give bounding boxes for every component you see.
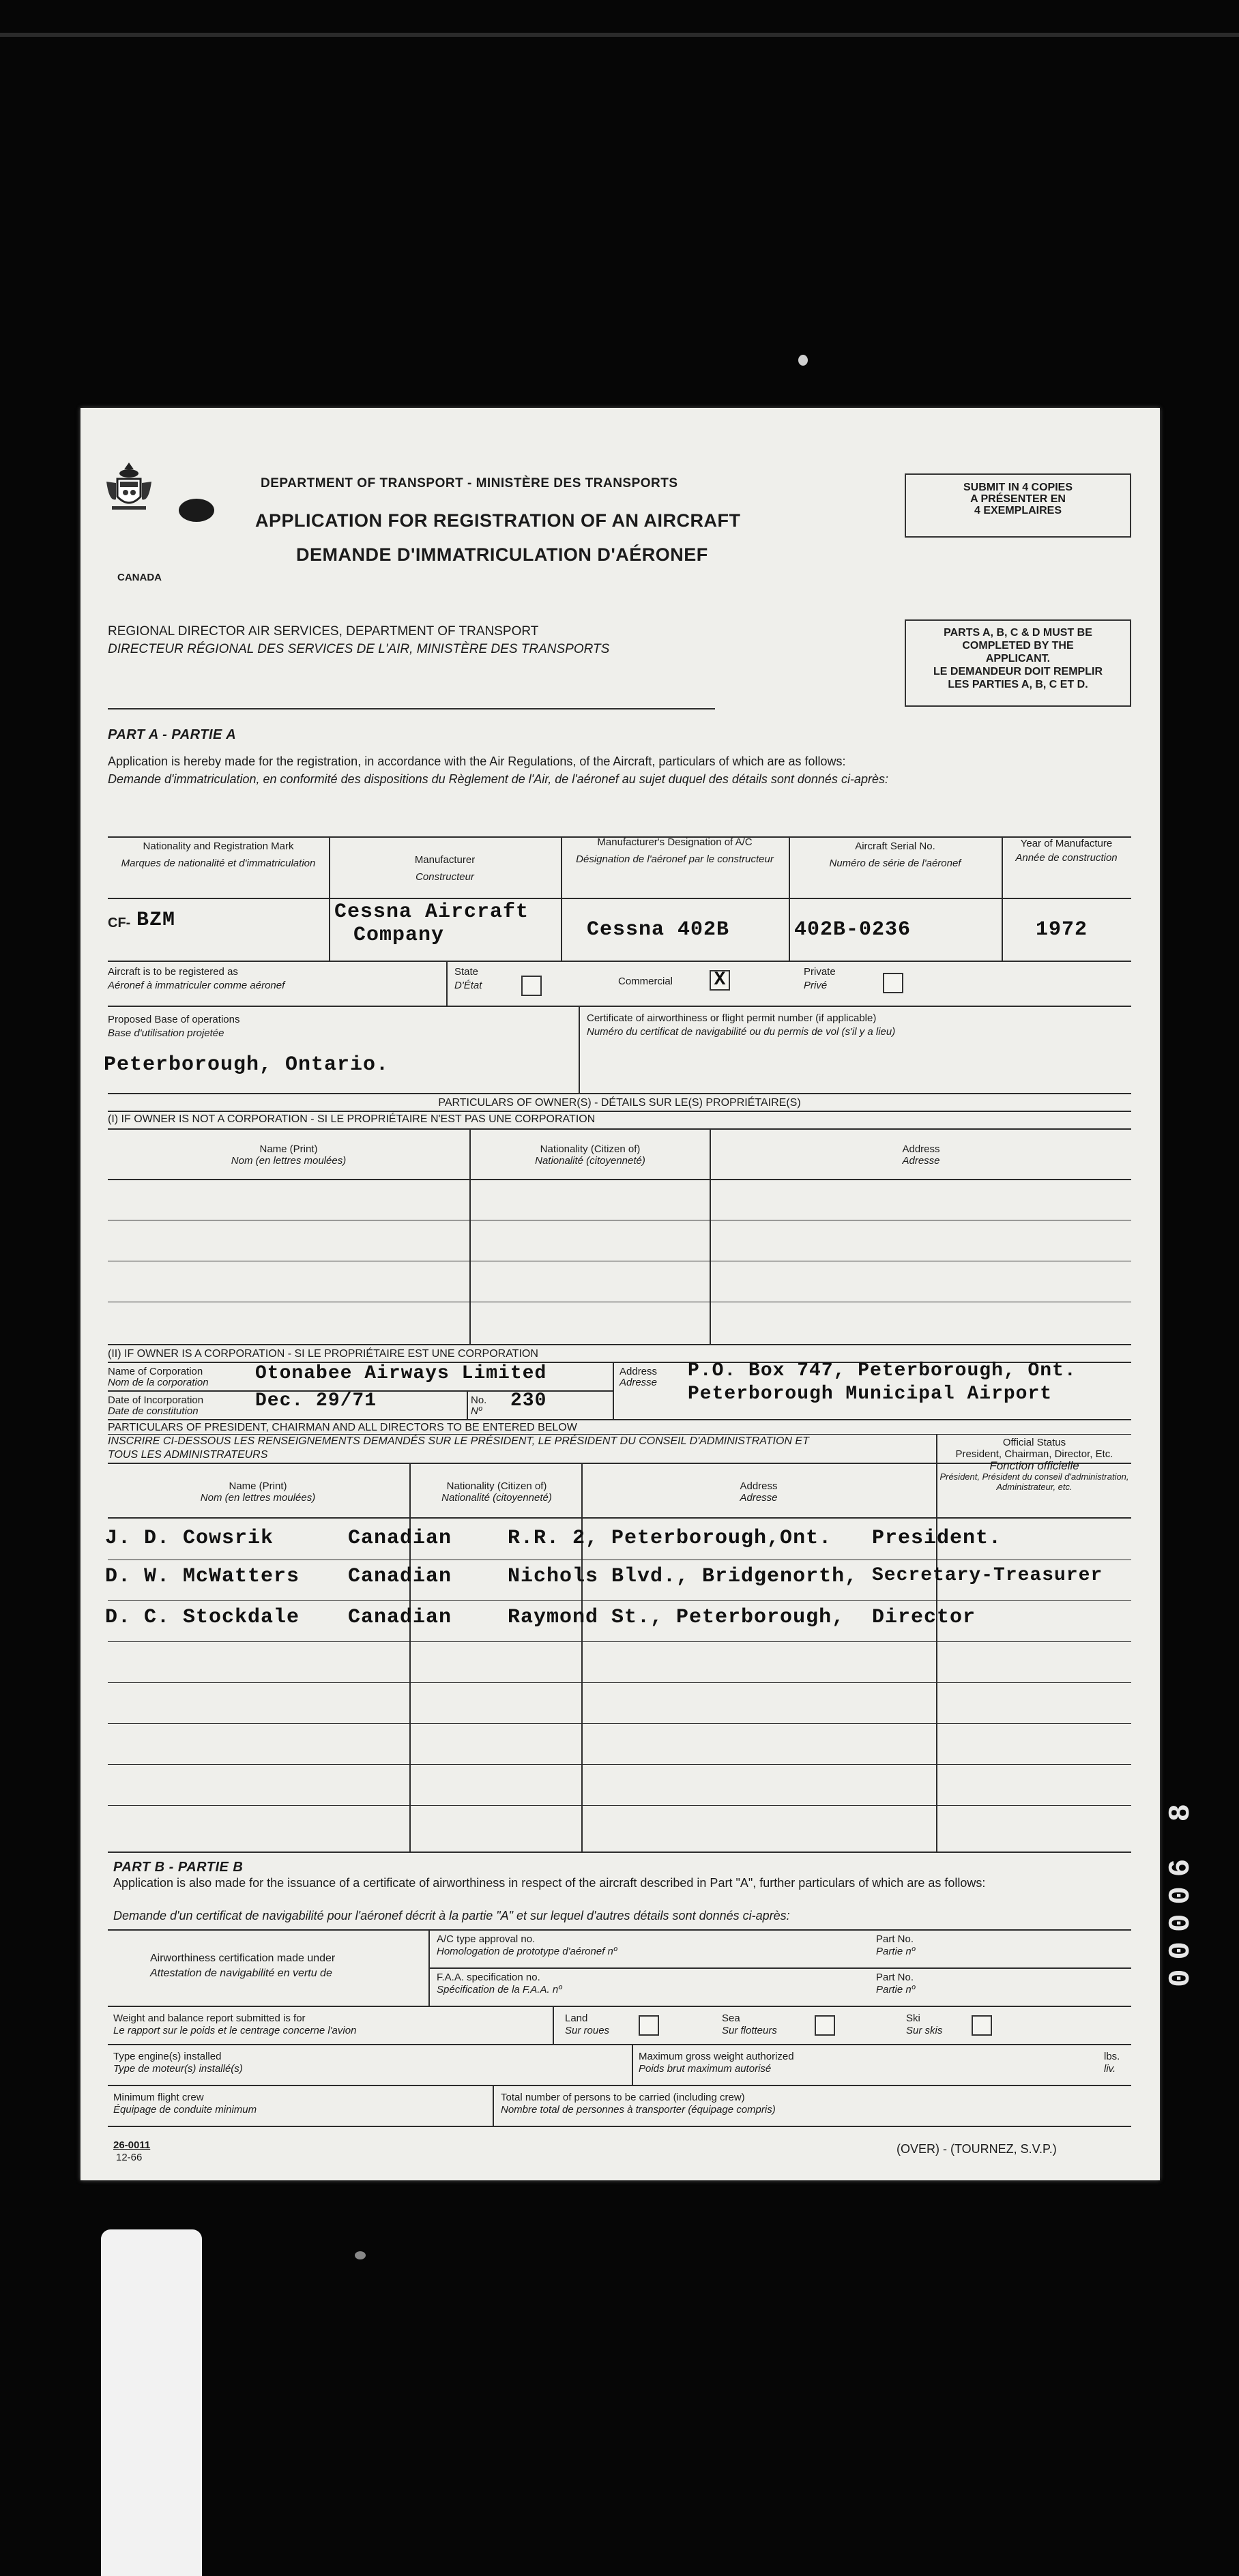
col-manufacturer-header	[329, 854, 561, 883]
land-label-fr: Sur roues	[565, 2025, 610, 2036]
table-rule	[108, 1682, 1131, 1683]
director-name: D. W. McWatters	[105, 1565, 300, 1588]
weight-balance-en: Weight and balance report submitted is for	[113, 2012, 306, 2024]
parts-line: COMPLETED BY THE	[962, 640, 1074, 652]
table-rule	[108, 1111, 1131, 1112]
part-no-en: Part No.	[876, 1972, 914, 1983]
header-fr: Adresse	[902, 1155, 940, 1167]
table-rule	[108, 2085, 1131, 2086]
header-fr: Président, Président du conseil d'administration, Administrateur, etc.	[939, 1472, 1129, 1492]
table-rule	[446, 961, 448, 1006]
weight-balance-fr: Le rapport sur le poids et le centrage concerne l'avion	[113, 2025, 357, 2036]
header-fr: Nationalité (citoyenneté)	[441, 1492, 552, 1504]
part-a-intro-en: Application is hereby made for the registration, in accordance with the Air Regulations, of the Aircraft, particulars of which are as follows:	[108, 755, 846, 768]
total-persons-fr: Nombre total de personnes à transporter (équipage compris)	[501, 2104, 776, 2116]
table-rule	[108, 1419, 1131, 1420]
table-rule	[108, 2126, 1131, 2127]
registered-as-fr: Aéronef à immatriculer comme aéronef	[108, 980, 285, 991]
header-fr: Adresse	[740, 1492, 778, 1504]
header-fr: Fonction officielle	[989, 1459, 1079, 1472]
table-rule	[108, 1517, 1131, 1519]
corp-date-label-fr: Date de constitution	[108, 1405, 199, 1417]
corp-addr-label-en: Address	[620, 1366, 658, 1377]
part-no-fr: Partie nº	[876, 1946, 916, 1957]
reel-number	[1164, 1794, 1212, 2026]
header-en: Manufacturer	[414, 854, 476, 866]
col-designation-header	[561, 836, 789, 865]
parts-notice-box	[905, 619, 1131, 707]
owner-not-corporation-heading: (I) IF OWNER IS NOT A CORPORATION - SI LE PROPRIÉTAIRE N'EST PAS UNE CORPORATION	[108, 1113, 596, 1125]
corporation-address-line2: Peterborough Municipal Airport	[688, 1384, 1053, 1405]
table-rule	[108, 1600, 1131, 1601]
table-rule	[108, 961, 1131, 962]
serial-value: 402B-0236	[794, 918, 912, 941]
part-a-intro-fr: Demande d'immatriculation, en conformité des dispositions du Règlement de l'Air, de l'aéronef au sujet duquel des détails sont donnés ci-après:	[108, 772, 888, 786]
liv-label: liv.	[1104, 2063, 1116, 2075]
corporation-number-value: 230	[510, 1390, 547, 1411]
header-en: Nationality (Citizen of)	[446, 1480, 547, 1492]
directors-instruction-fr: INSCRIRE CI-DESSOUS LES RENSEIGNEMENTS DEMANDÉS SUR LE PRÉSIDENT, LE PRÉSIDENT DU CONSEIL D'ADMINISTRATION ET	[108, 1435, 809, 1447]
header-en: Official Status	[1002, 1437, 1066, 1448]
director-address: R.R. 2, Peterborough,Ont.	[508, 1527, 832, 1550]
owner-name-header	[108, 1143, 469, 1167]
crest-label: CANADA	[117, 572, 162, 583]
commercial-label: Commercial	[618, 976, 673, 987]
private-checkbox[interactable]	[883, 973, 903, 993]
registered-as-en: Aircraft is to be registered as	[108, 966, 238, 978]
max-weight-fr: Poids brut maximum autorisé	[639, 2063, 772, 2075]
header-fr: Numéro de série de l'aéronef	[829, 858, 961, 869]
table-rule	[108, 898, 1131, 899]
faa-spec-en: F.A.A. specification no.	[437, 1972, 540, 1983]
table-rule	[936, 1434, 937, 1852]
director-name-header	[108, 1459, 408, 1504]
table-rule	[108, 2044, 1131, 2045]
form-number: 26-0011	[113, 2139, 151, 2151]
base-label-en: Proposed Base of operations	[108, 1014, 240, 1025]
director-address: Raymond St., Peterborough,	[508, 1606, 845, 1629]
min-crew-en: Minimum flight crew	[113, 2092, 204, 2103]
ink-blot-icon	[177, 497, 217, 524]
manufacturer-line2: Company	[353, 924, 445, 947]
ski-checkbox[interactable]	[972, 2015, 992, 2036]
header-fr: Désignation de l'aéronef par le constructeur	[576, 853, 774, 865]
header-fr: Nom (en lettres moulées)	[231, 1155, 347, 1167]
total-persons-en: Total number of persons to be carried (including crew)	[501, 2092, 745, 2103]
submit-copies-box	[905, 473, 1131, 538]
film-edge	[0, 33, 1239, 37]
col-serial-header	[789, 840, 1002, 869]
state-label-fr: D'État	[454, 980, 482, 991]
table-rule	[553, 2006, 554, 2044]
faa-spec-fr: Spécification de la F.A.A. nº	[437, 1984, 562, 1995]
director-status: President.	[872, 1527, 1002, 1550]
state-checkbox[interactable]	[521, 976, 542, 996]
header-fr: Année de construction	[1015, 852, 1118, 864]
table-rule	[108, 1344, 1131, 1345]
corp-no-label-en: No.	[471, 1394, 487, 1406]
header-en: Nationality and Registration Mark	[143, 840, 294, 852]
table-rule	[581, 1463, 583, 1852]
base-label-fr: Base d'utilisation projetée	[108, 1027, 224, 1039]
commercial-checkbox[interactable]: X	[710, 970, 730, 991]
corp-name-label-fr: Nom de la corporation	[108, 1377, 209, 1388]
header-fr: Constructeur	[416, 871, 474, 883]
directors-instruction-en: PARTICULARS OF PRESIDENT, CHAIRMAN AND ALL DIRECTORS TO BE ENTERED BELOW	[108, 1422, 577, 1433]
table-rule	[428, 1967, 1131, 1969]
state-label-en: State	[454, 966, 479, 978]
sea-label-en: Sea	[722, 2012, 740, 2024]
table-rule	[613, 1362, 614, 1419]
type-approval-fr: Homologation de prototype d'aéronef nº	[437, 1946, 617, 1957]
title-french: DEMANDE D'IMMATRICULATION D'AÉRONEF	[296, 544, 708, 565]
cert-under-en: Airworthiness certification made under	[150, 1952, 336, 1964]
certificate-label-en: Certificate of airworthiness or flight permit number (if applicable)	[587, 1012, 877, 1024]
owner-corporation-heading: (II) IF OWNER IS A CORPORATION - SI LE PROPRIÉTAIRE EST UNE CORPORATION	[108, 1348, 538, 1360]
reel-number-text: 00006 8	[1164, 1794, 1198, 1987]
director-nationality: Canadian	[348, 1565, 452, 1588]
corporation-name-value: Otonabee Airways Limited	[255, 1363, 547, 1384]
director-status: Secretary-Treasurer	[872, 1565, 1103, 1586]
table-rule	[108, 1929, 1131, 1931]
sea-label-fr: Sur flotteurs	[722, 2025, 777, 2036]
col-year-header	[1002, 838, 1131, 864]
part-b-heading: PART B - PARTIE B	[113, 1860, 244, 1875]
designation-value: Cessna 402B	[587, 918, 730, 941]
table-rule	[632, 2044, 633, 2085]
type-approval-en: A/C type approval no.	[437, 1933, 536, 1945]
director-nationality: Canadian	[348, 1527, 452, 1550]
film-speck	[355, 2251, 366, 2259]
min-crew-fr: Équipage de conduite minimum	[113, 2104, 257, 2116]
table-rule	[469, 1128, 471, 1344]
form-date: 12-66	[116, 2152, 143, 2163]
header-en: President, Chairman, Director, Etc.	[955, 1448, 1113, 1460]
table-rule	[108, 1434, 1131, 1435]
form-page	[81, 408, 1160, 2180]
engine-type-fr: Type de moteur(s) installé(s)	[113, 2063, 243, 2075]
year-value: 1972	[1036, 918, 1088, 941]
submit-line: A PRÉSENTER EN	[970, 493, 1066, 505]
header-fr: Nationalité (citoyenneté)	[535, 1155, 645, 1167]
corp-addr-label-fr: Adresse	[620, 1377, 658, 1388]
part-b-intro-fr: Demande d'un certificat de navigabilité pour l'aéronef décrit à la partie "A" et sur lequel d'autres détails sont donnés ci-après:	[113, 1909, 790, 1922]
table-rule	[710, 1128, 711, 1344]
parts-line: APPLICANT.	[985, 653, 1051, 664]
header-fr: Nom (en lettres moulées)	[200, 1492, 316, 1504]
registration-mark: BZM	[136, 909, 176, 932]
owner-nationality-header	[471, 1143, 710, 1167]
part-no-en: Part No.	[876, 1933, 914, 1945]
director-address: Nichols Blvd., Bridgenorth,	[508, 1565, 858, 1588]
ski-label-en: Ski	[906, 2012, 920, 2024]
sea-checkbox[interactable]	[815, 2015, 835, 2036]
director-status: Director	[872, 1606, 976, 1629]
table-rule	[108, 1852, 1131, 1853]
header-en: Year of Manufacture	[1020, 838, 1113, 849]
table-rule	[579, 1006, 580, 1093]
private-label-fr: Privé	[804, 980, 828, 991]
table-rule	[108, 1128, 1131, 1130]
title-english: APPLICATION FOR REGISTRATION OF AN AIRCRAFT	[255, 510, 741, 531]
cert-under-fr: Attestation de navigabilité en vertu de	[150, 1967, 332, 1979]
table-rule	[108, 2006, 1131, 2007]
land-checkbox[interactable]	[639, 2015, 659, 2036]
col-nationality-header	[108, 840, 329, 869]
parts-line: LE DEMANDEUR DOIT REMPLIR	[933, 666, 1103, 677]
header-en: Name (Print)	[259, 1143, 318, 1155]
table-rule	[108, 1093, 1131, 1094]
director-name: D. C. Stockdale	[105, 1606, 300, 1629]
table-rule	[108, 1006, 1131, 1007]
max-weight-en: Maximum gross weight authorized	[639, 2051, 794, 2062]
director-address-header	[583, 1459, 935, 1504]
address-line	[108, 708, 715, 709]
private-label-en: Private	[804, 966, 836, 978]
director-name: J. D. Cowsrik	[105, 1527, 274, 1550]
parts-line: PARTS A, B, C & D MUST BE	[944, 627, 1092, 639]
directors-instruction-fr2: TOUS LES ADMINISTRATEURS	[108, 1449, 268, 1461]
director-nationality-header	[412, 1459, 581, 1504]
header-en: Nationality (Citizen of)	[540, 1143, 641, 1155]
table-rule	[108, 1764, 1131, 1765]
owner-address-header	[711, 1143, 1131, 1167]
reg-prefix: CF-	[108, 916, 131, 931]
header-en: Name (Print)	[229, 1480, 287, 1492]
header-en: Manufacturer's Designation of A/C	[597, 836, 753, 848]
header-fr: Marques de nationalité et d'immatriculation	[121, 858, 316, 869]
lbs-label: lbs.	[1104, 2051, 1120, 2062]
submit-line: 4 EXEMPLAIRES	[974, 505, 1062, 516]
corporation-address-line1: P.O. Box 747, Peterborough, Ont.	[688, 1360, 1077, 1381]
corp-date-label-en: Date of Incorporation	[108, 1394, 204, 1406]
regional-director-fr: DIRECTEUR RÉGIONAL DES SERVICES DE L'AIR, MINISTÈRE DES TRANSPORTS	[108, 642, 610, 656]
incorporation-date-value: Dec. 29/71	[255, 1390, 377, 1411]
over-note: (OVER) - (TOURNEZ, S.V.P.)	[897, 2142, 1057, 2156]
part-no-fr: Partie nº	[876, 1984, 916, 1995]
table-rule	[467, 1390, 468, 1419]
certificate-label-fr: Numéro du certificat de navigabilité ou du permis de vol (s'il y a lieu)	[587, 1026, 896, 1038]
department-heading: DEPARTMENT OF TRANSPORT - MINISTÈRE DES TRANSPORTS	[261, 476, 678, 491]
land-label-en: Land	[565, 2012, 588, 2024]
canada-crest-icon	[105, 461, 153, 517]
table-rule	[108, 1641, 1131, 1642]
submit-line: SUBMIT IN 4 COPIES	[963, 482, 1073, 493]
corp-name-label-en: Name of Corporation	[108, 1366, 203, 1377]
director-nationality: Canadian	[348, 1606, 452, 1629]
header-en: Aircraft Serial No.	[855, 840, 935, 852]
table-rule	[409, 1463, 411, 1852]
table-rule	[108, 1179, 1131, 1180]
director-status-header	[937, 1437, 1131, 1492]
corp-no-label-fr: Nº	[471, 1405, 482, 1417]
header-en: Address	[740, 1480, 778, 1492]
film-speck	[798, 355, 808, 366]
table-rule	[108, 1805, 1131, 1806]
part-a-heading: PART A - PARTIE A	[108, 727, 237, 742]
parts-line: LES PARTIES A, B, C ET D.	[948, 679, 1088, 690]
regional-director-en: REGIONAL DIRECTOR AIR SERVICES, DEPARTMENT OF TRANSPORT	[108, 624, 539, 639]
table-rule	[108, 1723, 1131, 1724]
film-leader-block	[101, 2229, 202, 2576]
engine-type-en: Type engine(s) installed	[113, 2051, 222, 2062]
manufacturer-line1: Cessna Aircraft	[334, 901, 529, 924]
owners-heading: PARTICULARS OF OWNER(S) - DÉTAILS SUR LE(S) PROPRIÉTAIRE(S)	[438, 1097, 801, 1109]
base-value: Peterborough, Ontario.	[104, 1053, 390, 1077]
ski-label-fr: Sur skis	[906, 2025, 943, 2036]
table-rule	[493, 2085, 494, 2126]
header-en: Address	[902, 1143, 940, 1155]
part-b-intro-en: Application is also made for the issuance of a certificate of airworthiness in respect of the aircraft described in Part "A", further particulars of which are as follows:	[113, 1876, 986, 1890]
